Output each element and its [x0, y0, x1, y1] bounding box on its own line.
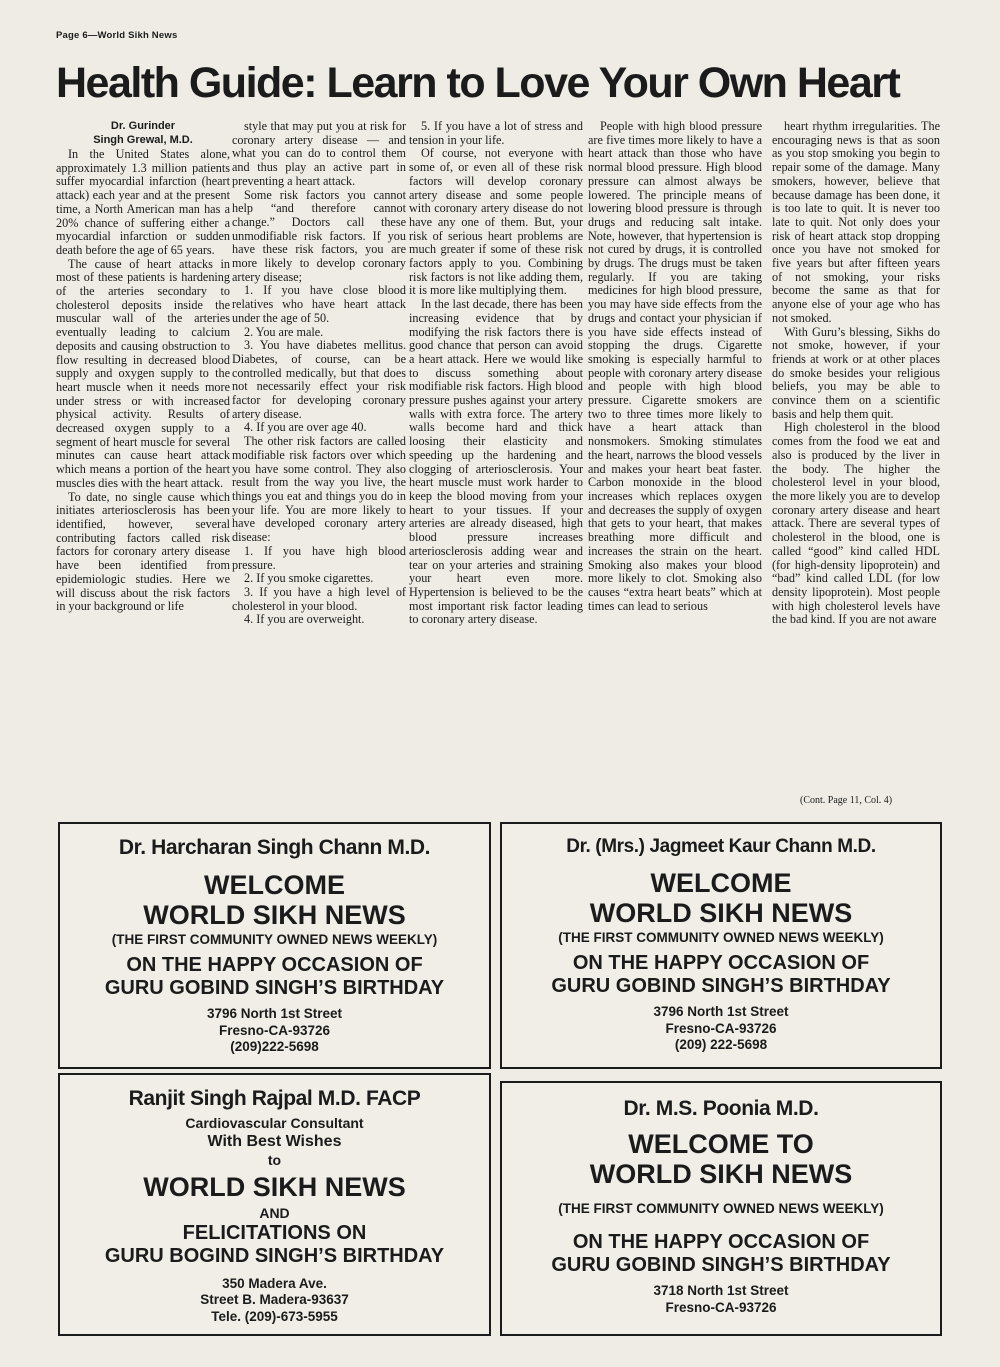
paragraph: 1. If you have high blood pressure.: [232, 543, 406, 572]
byline-name: Dr. Gurinder: [110, 120, 176, 132]
article-column-2: [232, 120, 406, 810]
article-column-3: [409, 120, 583, 810]
ad-occasion-line-1: ON THE HAPPY OCCASION OF: [572, 1231, 870, 1253]
ad-welcome: WELCOME: [204, 870, 345, 900]
ad-occasion-line-2: GURU GOBIND SINGH’S BIRTHDAY: [104, 977, 445, 999]
paragraph: With Guru’s blessing, Sikhs do not smoke, however, if your friends at work or at other places do smoke besides your religious beliefs, you may be able to convince them on a scientific basis and help them quit.: [772, 324, 940, 421]
ad-specialty: Cardiovascular Consultant: [185, 1115, 364, 1131]
ad-phone: (209)222-5698: [230, 1039, 319, 1054]
ad-tagline: (THE FIRST COMMUNITY OWNED NEWS WEEKLY): [111, 932, 438, 947]
continuation-note: (Cont. Page 11, Col. 4): [800, 795, 893, 806]
ad-doctor-name: Dr. Harcharan Singh Chann M.D.: [118, 836, 431, 859]
paragraph: 3. If you have a high level of cholesterol in your blood.: [232, 584, 406, 613]
ad-occasion: GURU BOGIND SINGH’S BIRTHDAY: [104, 1244, 445, 1267]
ad-doctor-name: Dr. (Mrs.) Jagmeet Kaur Chann M.D.: [566, 836, 876, 857]
ad-address-city: Fresno-CA-93726: [665, 1299, 777, 1315]
ad-address-street: 3718 North 1st Street: [653, 1283, 789, 1298]
byline-credentials: Singh Grewal, M.D.: [93, 134, 193, 146]
ad-address-street: 3796 North 1st Street: [653, 1004, 789, 1019]
paragraph: 1. If you have close blood relatives who have heart attack under the age of 50.: [232, 283, 406, 325]
ad-felicitations: FELICITATIONS ON: [182, 1221, 367, 1244]
ad-paper-name: WORLD SIKH NEWS: [143, 900, 406, 930]
paragraph: Of course, not everyone with some of, or even all of these risk factors will develop coronary artery disease and some people with coronary artery disease do not have any one of them. But, your risk of serious heart problems are much greater if some of these risk factors apply to you. Combining risk factors is not like adding them, it is more like multiplying them.: [409, 146, 583, 298]
ad-tagline: (THE FIRST COMMUNITY OWNED NEWS WEEKLY): [558, 1201, 884, 1216]
advertisement-harcharan-chann: [58, 822, 491, 1069]
paragraph: The other risk factors are called modifiable risk factors over which you have some control. They also result from the way you live, the things you eat and things you do in your life. You are more likely to have developed coronary artery disease:: [232, 434, 406, 545]
paragraph: In the last decade, there has been increasing evidence that by modifying the risk factors there is good chance that person can avoid a heart attack. Here we would like to discuss something about modifiable risk factors. High blood pressure pushes against your artery walls with extra force. The artery walls become hard and thick loosing their elasticity and speeding up the hardening and clogging of arteriosclerosis. Your heart muscle must work harder to keep the blood moving from your heart to your tissues. If your arteries are already diseased, high blood pressure increases arteriosclerosis adding wear and tear on your arteries and straining your heart even more. Hypertension is believed to be the most important risk factor leading to coronary artery disease.: [409, 297, 583, 627]
paragraph: 4. If you are overweight.: [244, 612, 365, 627]
ad-welcome: WELCOME: [650, 868, 792, 898]
ad-wishes: With Best Wishes: [207, 1132, 342, 1150]
ad-welcome: WELCOME TO: [628, 1129, 814, 1159]
ad-doctor-name: Dr. M.S. Poonia M.D.: [623, 1097, 819, 1120]
paragraph: Some risk factors you cannot help “and therefore cannot change.” Doctors call these unmodifiable risk factors. If you have these risk factors, you are more likely to develop coronary artery disease;: [232, 187, 406, 284]
advertisement-ms-poonia: [500, 1081, 942, 1336]
ad-occasion-line-1: ON THE HAPPY OCCASION OF: [572, 952, 870, 974]
article-column-1: [56, 120, 230, 810]
ad-paper-name: WORLD SIKH NEWS: [143, 1172, 406, 1202]
ad-doctor-name: Ranjit Singh Rajpal M.D. FACP: [128, 1087, 421, 1110]
paragraph: High cholesterol in the blood comes from the food we eat and also is produced by the liver in the body. The higher the cholesterol level in your blood, the more likely you are to develop coronary artery disease and heart attack. There are several types of cholesterol in the blood, one is called “good” kind called HDL (for high-density lipoprotein) and “bad” kind called LDL (for low density lipoprotein). Most people with high cholesterol levels have the bad kind. If you are not aware: [772, 420, 940, 627]
paragraph: In the United States alone, approximately 1.3 million patients suffer myocardial infarction (heart attack) each year and at the present time, a North American man has a 20% chance of suffering either a myocardial infarction or sudden death before the age of 65 years.: [56, 147, 230, 257]
ad-tagline: (THE FIRST COMMUNITY OWNED NEWS WEEKLY): [558, 930, 884, 945]
ad-occasion-line-2: GURU GOBIND SINGH’S BIRTHDAY: [551, 1254, 891, 1276]
ad-phone: Tele. (209)-673-5955: [211, 1308, 338, 1324]
article-column-4: [588, 120, 762, 810]
paragraph: 2. If you smoke cigarettes.: [244, 571, 374, 586]
ad-paper-name: WORLD SIKH NEWS: [589, 1159, 853, 1189]
ad-to: to: [267, 1151, 282, 1168]
article-column-5: [772, 120, 940, 810]
paragraph: 3. You have diabetes mellitus. Diabetes, of course, can be controlled medically, but that does not necessarily effect your risk factor for developing coronary artery disease.: [232, 338, 406, 421]
paragraph: 4. If you are over age 40.: [244, 420, 367, 435]
advertisement-jagmeet-chann: [500, 822, 942, 1069]
ad-address-street: 350 Madera Ave.: [222, 1275, 327, 1291]
ad-occasion-line-1: ON THE HAPPY OCCASION OF: [126, 954, 423, 976]
article-headline: Health Guide: Learn to Love Your Own Heart: [56, 59, 900, 107]
paragraph: style that may put you at risk for coronary artery disease — and what you can do to control them and thus play an active part in preventing a heart attack.: [232, 120, 406, 188]
paragraph: 5. If you have a lot of stress and tension in your life.: [409, 120, 583, 147]
ad-phone: (209) 222-5698: [674, 1037, 768, 1052]
paragraph: The cause of heart attacks in most of these patients is hardening of the arteries secondary to cholesterol deposits inside the muscular wall of the arteries eventually leading to calcium deposits and causing obstruction to flow resulting in decreased blood supply and oxygen supply to the heart muscle when it needs more under stress or with increased physical activity. Results of decreased oxygen supply to a segment of heart muscle for several minutes can cause heart attack which means a portion of the heart muscles dies with the heart attack.: [56, 256, 230, 490]
ad-address-city: Fresno-CA-93726: [218, 1022, 331, 1038]
ad-paper-name: WORLD SIKH NEWS: [589, 898, 853, 928]
ad-and: AND: [259, 1205, 290, 1221]
ad-address-city: Fresno-CA-93726: [665, 1020, 777, 1036]
advertisement-ranjit-rajpal: [58, 1073, 491, 1336]
paragraph: 2. You are male.: [244, 324, 324, 339]
ad-address-street: 3796 North 1st Street: [206, 1006, 343, 1021]
paragraph: People with high blood pressure are five times more likely to have a heart attack than those who have normal blood pressure. High blood pressure can almost always be lowered. The principle means of lowering blood pressure is through drugs and reducing salt intake. Note, however, that hypertension is not cured by drugs, it is controlled by drugs. The drugs must be taken regularly. If you are taking medicines for high blood pressure, you may have side effects from the drugs and contact your physician if you have side effects instead of stopping the drugs. Cigarette smoking is especially harmful to people with coronary artery disease and people with high blood pressure. Cigarette smokers are two to three times more likely to have a heart attack than nonsmokers. Smoking stimulates the heart, narrows the blood vessels and makes your heart beat faster. Carbon monoxide in the blood increases which replaces oxygen and decreases the supply of oxygen that gets to your heart, that makes breathing more difficult and increases the strain on the heart. Smoking also makes your blood more likely to clot. Smoking also causes “extra heart beats” which at times can lead to serious: [588, 120, 762, 613]
paragraph: heart rhythm irregularities. The encouraging news is that as soon as you stop smoking you begin to repair some of the damage. Many smokers, however, believe that because damage has been done, it is too late to quit. It is never too late to quit. Not only does your risk of heart attack stop dropping once you have not smoked for five years but after fifteen years of not smoking, your risks become the same as that for anyone else of your age who has not smoked.: [772, 120, 940, 325]
page-folio: Page 6—World Sikh News: [56, 30, 178, 41]
paragraph: To date, no single cause which initiates arteriosclerosis has been identified, however, several contributing factors called risk factors for coronary artery disease have been identified from epidemiologic studies. Here we will discuss about the risk factors in your background or life: [56, 489, 230, 614]
ad-address-city: Street B. Madera-93637: [200, 1292, 349, 1307]
ad-occasion-line-2: GURU GOBIND SINGH’S BIRTHDAY: [551, 975, 891, 997]
